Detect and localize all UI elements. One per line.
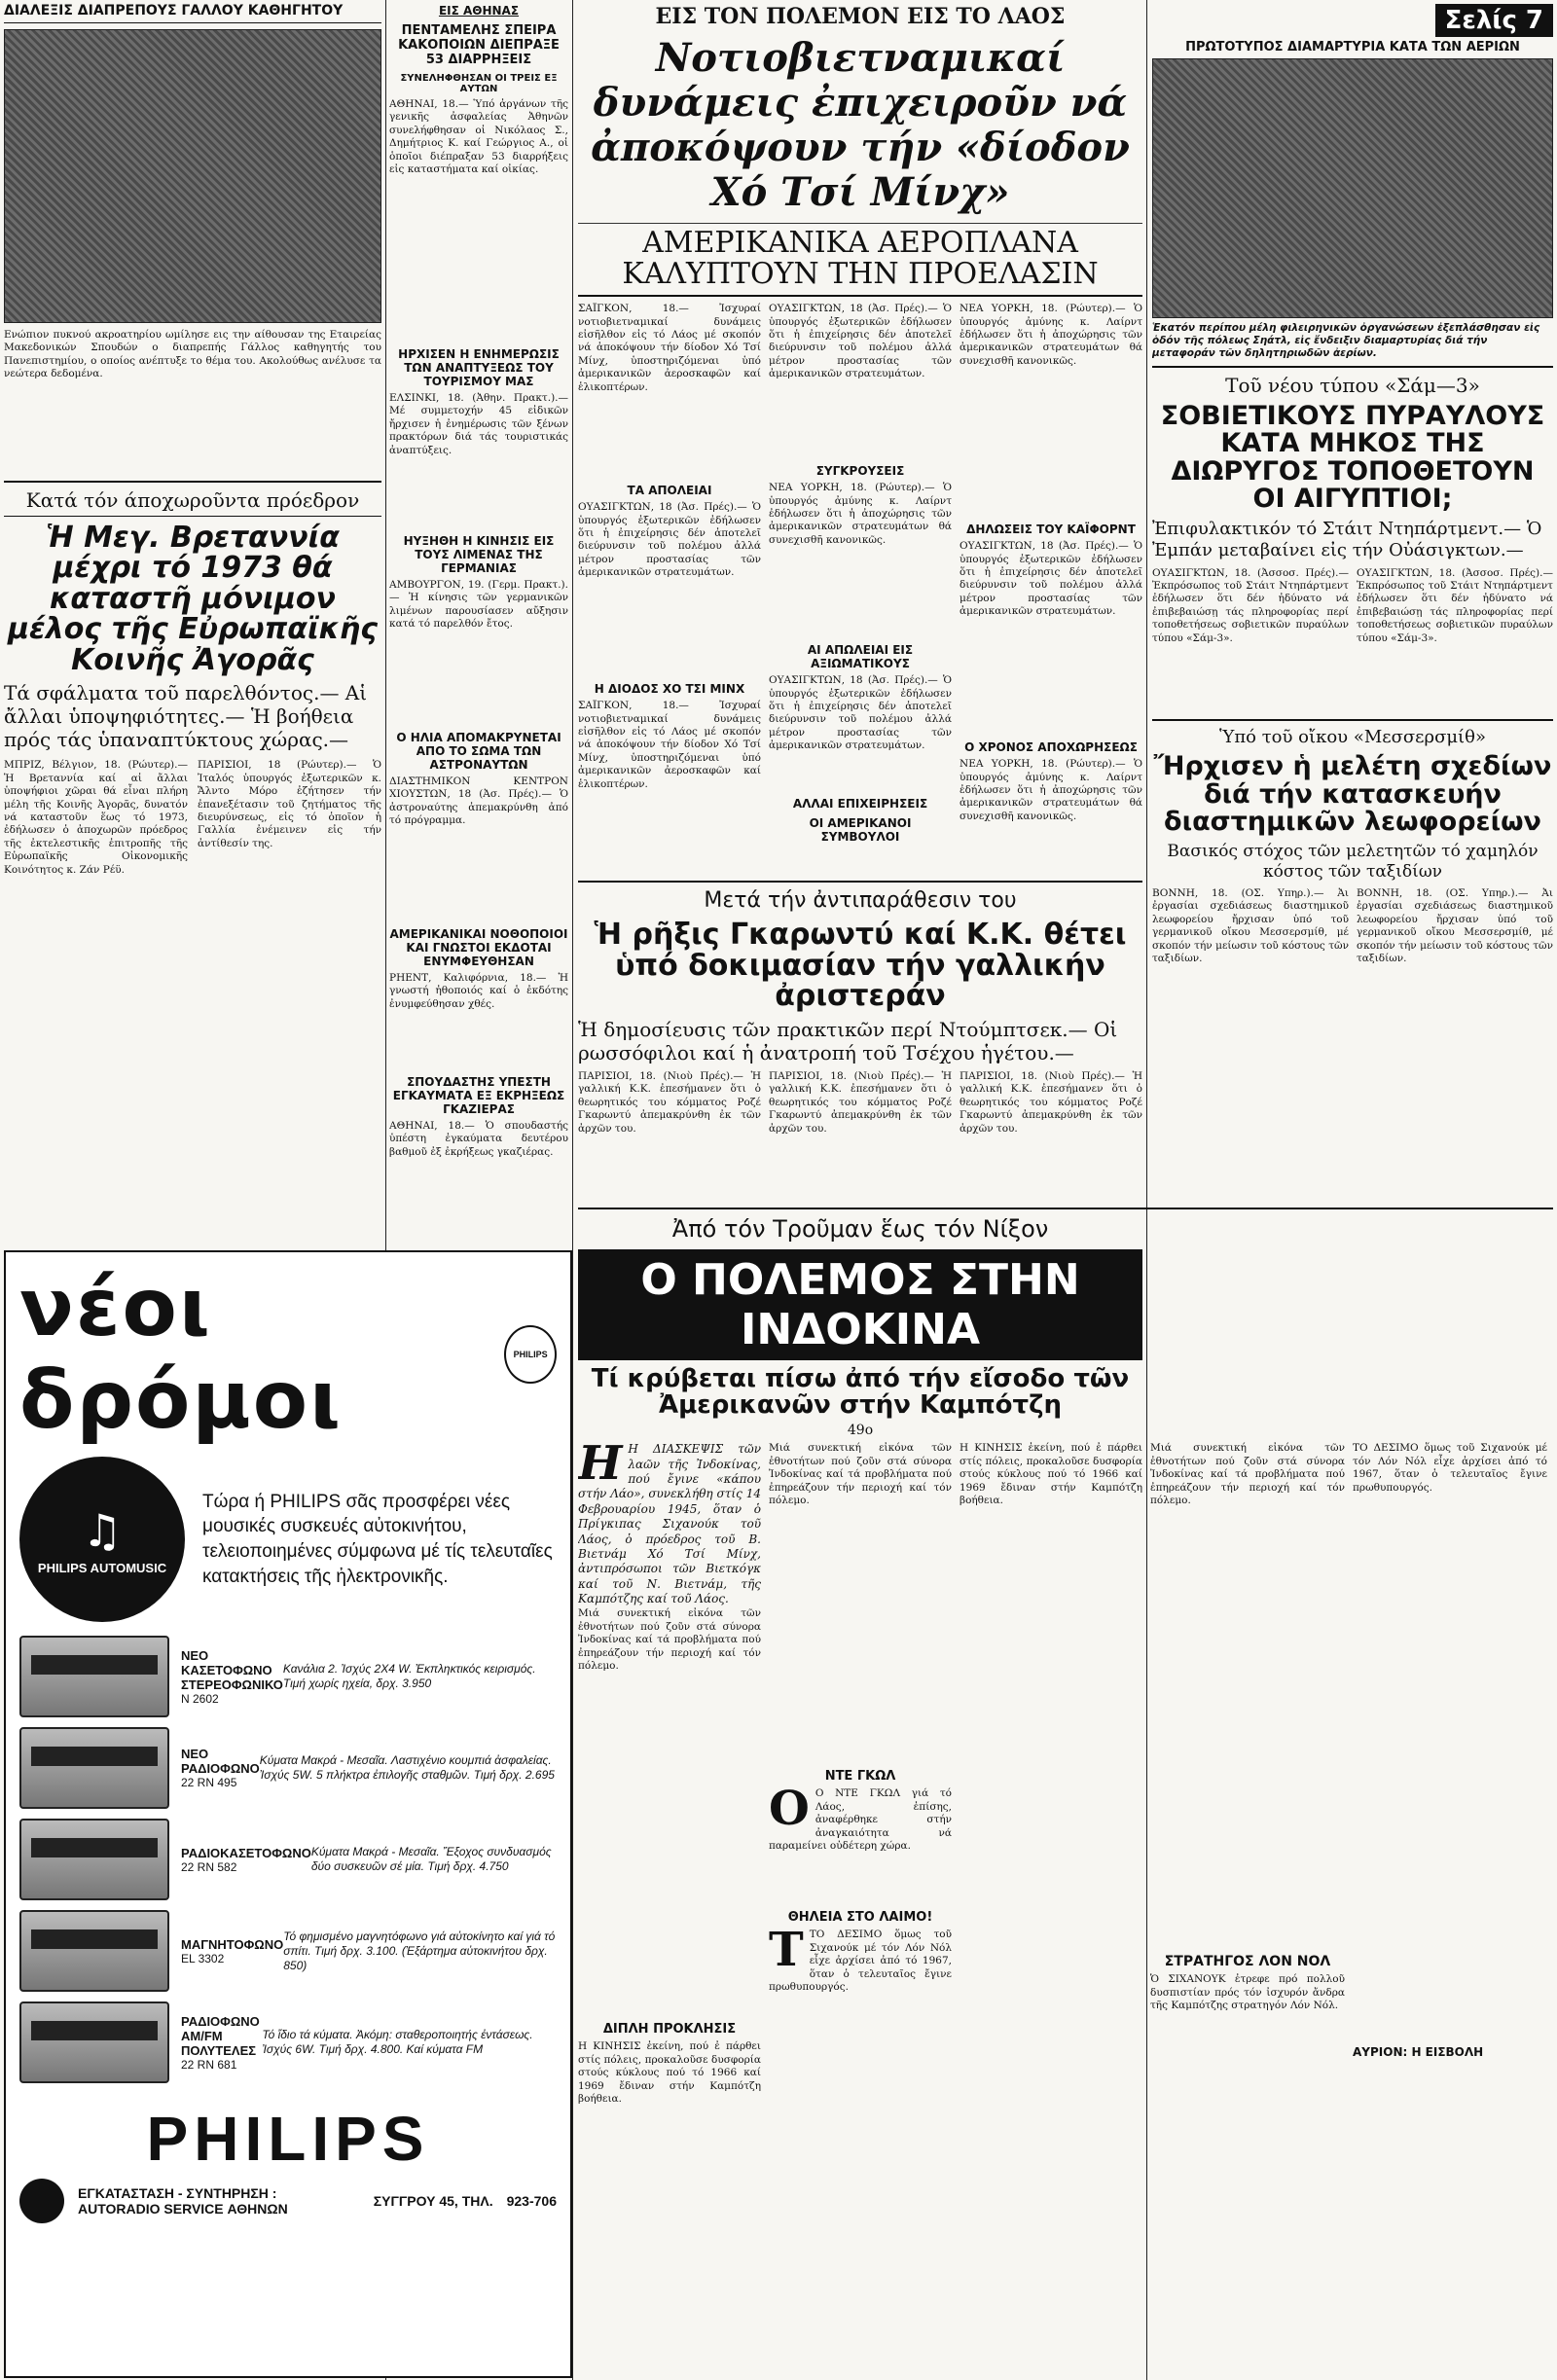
service-address: ΣΥΓΓΡΟΥ 45, ΤΗΛ. xyxy=(373,2193,493,2209)
garaudy-text: ΠΑΡΙΣΙΟΙ, 18. (Νιοὺ Πρές).— Ἡ γαλλική Κ.Κ. ἐπεσήμανεν ὅτι ὁ θεωρητικός του κόμματος Ροζέ Γκαρωντύ ἀπεμακρύνθη ἐκ τῶν ἀρχῶν του. xyxy=(769,1069,952,1135)
garaudy-subhead: Ἡ δημοσίευσις τῶν πρακτικῶν περί Ντούμπτσεκ.— Οἱ ρωσσόφιλοι καί ἡ ἀνατροπή τοῦ Τσέχου ἡγέτου.— xyxy=(578,1017,1118,1064)
serial-section-heading: ΘΗΛΕΙΑ ΣΤΟ ΛΑΙΜΟ! xyxy=(787,1910,933,1926)
missiles-text: ΟΥΑΣΙΓΚΤΩΝ, 18. (Ἀσσοσ. Πρές).— Ἐκπρόσωπος τοῦ Στάιτ Ντηπάρτμεντ ἐδήλωσεν ὅτι δέν ἠδύνατο νά ἐπιβεβαιώσῃ τάς πληροφορίας περί τοποθετήσεως σοβιετικῶν πυραύλων τύπου «Σάμ-3». xyxy=(1357,566,1553,644)
divider xyxy=(1152,719,1553,721)
brief-headline: Ο ΗΛΙΑ ΑΠΟΜΑΚΡΥΝΕΤΑΙ ΑΠΟ ΤΟ ΣΩΜΑ ΤΩΝ ΑΣΤΡΟΝΑΥΤΩΝ xyxy=(396,731,561,772)
product-name: ΝΕΟ ΡΑΔΙΟΦΩΝΟ xyxy=(181,1747,260,1776)
product-row xyxy=(19,1636,557,1717)
ad-lead: Τώρα ή PHILIPS σᾶς προσφέρει νέες μουσικές συσκευές αὐτοκινήτου, τελειοποιημένες σύμφωνα μέ τίς τελευταῖες κατακτήσεις τῆς ἠλεκτρονικῆς. xyxy=(202,1491,553,1587)
lecture-text: Ενώπιον πυκνού ακροατηρίου ωμίλησε εις την αίθουσαν της Εταιρείας Μακεδονικών Σπουδών ο διαπρεπής Γάλλος καθηγητής του Πανεπιστημίου, ο οποίος ανέπτυξε το θέμα του. Ακολούθως ανέλυσε τα νεώτερα δεδομένα. xyxy=(4,328,381,379)
serial-lead-text: Η ΔΙΑΣΚΕΨΙΣ τῶν λαῶν τῆς Ἰνδοκίνας, πού ἔγινε «κάπου στήν Λάο», συνεκλήθη στίς 14 Φεβρουαρίου 1945, ὅταν ὁ Πρίγκιπας Σιχανούκ τοῦ Λάος, ὁ πρόεδρος τοῦ Β. Βιετνάμ Χό Τσί Μίνχ, ἀντιπρόσωποι τῶν Βιετκόγκ καί τοῦ Ν. Βιετνάμ, τῆς Καμπότζης καί τοῦ Λάος. xyxy=(578,1442,761,1605)
lecture-header: ΔΙΑΛΕΞΙΣ ΔΙΑΠΡΕΠΟΥΣ ΓΑΛΛΟΥ ΚΑΘΗΓΗΤΟΥ xyxy=(4,0,381,23)
am-fm-radio-image xyxy=(19,2001,169,2083)
ad-headline: νέοι δρόμοι xyxy=(19,1262,343,1447)
garaudy-text: ΠΑΡΙΣΙΟΙ, 18. (Νιοὺ Πρές).— Ἡ γαλλική Κ.Κ. ἐπεσήμανεν ὅτι ὁ θεωρητικός του κόμματος Ροζέ Γκαρωντύ ἀπεμακρύνθη ἐκ τῶν ἀρχῶν του. xyxy=(960,1069,1142,1135)
shuttle-subhead: Βασικός στόχος τῶν μελετητῶν τό χαμηλόν κόστος τῶν ταξιδίων xyxy=(1167,842,1539,882)
serial-kicker: Ἀπό τόν Τροῦμαν ἕως τόν Νίξον xyxy=(671,1215,1049,1243)
philips-advertisement xyxy=(4,1250,572,2378)
brief-kicker: ΕΙΣ ΑΘΗΝΑΣ xyxy=(438,4,520,18)
product-code: 22 RN 681 xyxy=(181,2057,237,2072)
missiles-kicker: Τοῦ νέου τύπου «Σάμ—3» xyxy=(1225,374,1480,398)
product-code: EL 3302 xyxy=(181,1951,225,1965)
philips-logo: PHILIPS xyxy=(146,2104,430,2174)
serial-text: Ὁ ΣΙΧΑΝΟΥΚ ἐτρεφε πρό πολλοῦ δυσπιστίαν πρός τόν ἰσχυρόν ἄνδρα τῆς Καμπότζης στρατηγόν Λόν Νόλ. xyxy=(1150,1973,1345,2012)
dropcap: Η xyxy=(578,1442,623,1492)
brief-headline: ΗΡΧΙΣΕΝ Η ΕΝΗΜΕΡΩΣΙΣ ΤΩΝ ΑΝΑΠΤΥΞΕΩΣ ΤΟΥ ΤΟΥΡΙΣΜΟΥ ΜΑΣ xyxy=(398,347,560,388)
laos-section-heading: Ο ΧΡΟΝΟΣ ΑΠΟΧΩΡΗΣΕΩΣ xyxy=(964,740,1138,755)
serial-section-heading: ΣΤΡΑΤΗΓΟΣ ΛΟΝ ΝΟΛ xyxy=(1164,1954,1331,1970)
radio-cassette-image xyxy=(19,1819,169,1900)
serial-text-dg: Ο ΝΤΕ ΓΚΩΛ γιά τό Λάος, ἐπίσης, ἀναφέρθηκε στήν ἀναγκαιότητα νά παραμείνει οὐδέτερη χώρα. xyxy=(769,1787,952,1853)
product-spec: Τό φημισμένο μαγνητόφωνο γιά αὐτοκίνητο καί γιά τό σπίτι. Τιμή δρχ. 3.100. (Ἐξάρτημα αὐτοκινήτου δρχ. 850) xyxy=(283,1929,556,1972)
product-name: ΡΑΔΙΟΚΑΣΕΤΟΦΩΝΟ xyxy=(181,1845,311,1860)
divider xyxy=(1152,366,1553,368)
serial-text-th: ΤΟ ΔΕΣΙΜΟ ὅμως τοῦ Σιχανούκ μέ τόν Λόν Νόλ εἶχε ἀρχίσει ἀπό τό 1967, ὅταν ὁ τελευταῖος ἔγινε πρωθυπουργός. xyxy=(769,1929,952,1994)
laos-text: ΝΕΑ ΥΟΡΚΗ, 18. (Ρώυτερ).— Ὁ ὑπουργός ἀμύνης κ. Λαίρντ ἐδήλωσεν ὅτι ἡ ἀποχώρησις τῶν ἀμερικανικῶν στρατευμάτων θά συνεχισθῆ κανονικῶς. xyxy=(769,482,952,546)
badge-label: PHILIPS AUTOMUSIC xyxy=(37,1560,167,1575)
brief-text: ΕΛΣΙΝΚΙ, 18. (Ἀθην. Πρακτ.).— Μέ συμμετοχήν 45 εἰδικῶν ἤρχισεν ἡ ἐνημέρωσις τῶν ξένων πρακτόρων διά τάς τουριστικάς ἀναπτύξεις. xyxy=(389,392,568,456)
serial-text: Μιά συνεκτική εἰκόνα τῶν ἐθνοτήτων πού ζοῦν στά σύνορα Ἰνδοκίνας καί τά προβλήματα πού ἐπηρεάζουν τήν περιοχή καί τόν πόλεμο. xyxy=(578,1607,761,1673)
laos-headline: Νοτιοβιετναμικαί δυνάμεις ἐπιχειροῦν νά ἀποκόψουν τήν «δίοδον Χό Τσί Μίνχ» xyxy=(591,35,1130,216)
dropcap: Τ xyxy=(769,1929,804,1978)
center-column xyxy=(578,0,1142,1197)
philips-shield-icon xyxy=(504,1325,557,1384)
music-note-icon: ♫ xyxy=(82,1503,123,1557)
laos-text: ΣΑΪΓΚΟΝ, 18.— Ἰσχυραί νοτιοβιετναμικαί δυνάμεις εἰσῆλθον εἰς τό Λάος μέ σκοπόν νά ἀποκόψουν τήν δίοδον Χό Τσί Μίνχ, ὑποστηριζόμεναι ὑπό ἀμερικανικῶν ἀεροσκαφῶν καί ἑλικοπτέρων. xyxy=(578,303,761,393)
product-spec: Κανάλια 2. Ἰσχύς 2Χ4 W. Ἐκπληκτικός κειρισμός. Τιμή χωρίς ηχεία, δρχ. 3.950 xyxy=(282,1662,536,1690)
laos-text: ΝΕΑ ΥΟΡΚΗ, 18. (Ρώυτερ).— Ὁ ὑπουργός ἀμύνης κ. Λαίρντ ἐδήλωσεν ὅτι ἡ ἀποχώρησις τῶν ἀμερικανικῶν στρατευμάτων θά συνεχισθῆ κανονικῶς. xyxy=(960,303,1142,367)
serial-banner: Ο ΠΟΛΕΜΟΣ ΣΤΗΝ ΙΝΔΟΚΙΝΑ xyxy=(578,1249,1142,1360)
serial-text: Η ΚΙΝΗΣΙΣ ἐκείνη, πού ἐ πάρθει στίς πόλεις, προκαλοῦσε δυσφορία στούς κύκλους πού τό 1966 καί 1969 ἔδιναν στήν Καμπότζη βοήθεια. xyxy=(578,2040,761,2106)
product-row xyxy=(19,2001,557,2083)
laos-text: ΟΥΑΣΙΓΚΤΩΝ, 18 (Ἀσ. Πρές).— Ὁ ὑπουργός ἐξωτερικῶν ἐδήλωσεν ὅτι ἡ ἐπιχείρησις δέν ἀποτελεῖ διεύρυνσιν τοῦ πολέμου ἀλλά μέτρον προστασίας τῶν ἀμερικανικῶν στρατευμάτων. xyxy=(578,501,761,579)
tape-recorder-image xyxy=(19,1910,169,1992)
laos-section-heading: ΣΥΓΚΡΟΥΣΕΙΣ xyxy=(815,464,905,479)
shuttle-text: ΒΟΝΝΗ, 18. (ΟΣ. Υπηρ.).— Ἀι ἐργασίαι σχεδιάσεως διαστημικοῦ λεωφορείου ἤρχισαν ὑπό τοῦ γερμανικοῦ οἴκου Μεσσερσμίθ, μέ σκοπόν τήν μείωσιν τοῦ κόστους τῶν ταξιδίων. xyxy=(1152,886,1349,965)
serial-part-number: 49ο xyxy=(847,1423,874,1439)
brief-headline: ΑΜΕΡΙΚΑΝΙΚΑΙ ΝΟΘΟΠΟΙΟΙ ΚΑΙ ΓΝΩΣΤΟΙ ΕΚΔΟΤΑΙ ΕΝΥΜΦΕΥΘΗΣΑΝ xyxy=(389,927,568,968)
product-name: ΜΑΓΝΗΤΟΦΩΝΟ xyxy=(181,1936,284,1952)
divider xyxy=(578,1208,1553,1209)
lecture-photo xyxy=(4,29,381,323)
shuttle-text: ΒΟΝΝΗ, 18. (ΟΣ. Υπηρ.).— Ἀι ἐργασίαι σχεδιάσεως διαστημικοῦ λεωφορείου ἤρχισαν ὑπό τοῦ γερμανικοῦ οἴκου Μεσσερσμίθ, μέ σκοπόν τήν μείωσιν τοῦ κόστους τῶν ταξιδίων. xyxy=(1357,886,1553,965)
laos-section-heading: Η ΔΙΟΔΟΣ ΧΟ ΤΣΙ ΜΙΝΧ xyxy=(594,682,745,697)
brief-headline: ΠΕΝΤΑΜΕΛΗΣ ΣΠΕΙΡΑ ΚΑΚΟΠΟΙΩΝ ΔΙΕΠΡΑΞΕ 53 ΔΙΑΡΡΗΞΕΙΣ xyxy=(398,23,560,67)
serial-next-part: ΑΥΡΙΟΝ: Η ΕΙΣΒΟΛΗ xyxy=(1353,2045,1484,2060)
product-row xyxy=(19,1727,557,1809)
divider xyxy=(578,223,1142,224)
protest-caption: Ἑκατόν περίπου μέλη φιλειρηνικῶν ὀργανώσεων ἐξεπλάσθησαν εἰς ὁδόν τῆς πόλεως Σηάτλ, εἰς ἔνδειξιν διαμαρτυρίας διά τήν μεταφοράν τῶν δηλητηριωδῶν ἀερίων. xyxy=(1152,321,1540,359)
protest-caption-title: ΠΡΩΤΟΤΥΠΟΣ ΔΙΑΜΑΡΤΥΡΙΑ ΚΑΤΑ ΤΩΝ ΑΕΡΙΩΝ xyxy=(1185,40,1520,54)
column-rule xyxy=(572,0,573,2380)
service-line2: AUTORADIO SERVICE ΑΘΗΝΩΝ xyxy=(78,2201,288,2217)
shuttle-kicker: Ὑπό τοῦ οἴκου «Μεσσερσμίθ» xyxy=(1219,726,1486,747)
laos-text: ΟΥΑΣΙΓΚΤΩΝ, 18 (Ἀσ. Πρές).— Ὁ ὑπουργός ἐξωτερικῶν ἐδήλωσεν ὅτι ἡ ἐπιχείρησις δέν ἀποτελεῖ διεύρυνσιν τοῦ πολέμου ἀλλά μέτρον προστασίας τῶν ἀμερικανικῶν στρατευμάτων. xyxy=(960,540,1142,618)
serial-section-heading: ΔΙΠΛΗ ΠΡΟΚΛΗΣΙΣ xyxy=(602,2022,737,2037)
brief-headline: ΣΠΟΥΔΑΣΤΗΣ ΥΠΕΣΤΗ ΕΓΚΑΥΜΑΤΑ ΕΞ ΕΚΡΗΞΕΩΣ ΓΚΑΖΙΕΡΑΣ xyxy=(392,1075,565,1116)
brief-subhead: ΣΥΝΕΛΗΦΘΗΣΑΝ ΟΙ ΤΡΕΙΣ ΕΞ ΑΥΤΩΝ xyxy=(400,73,558,94)
missiles-subhead: Ἐπιφυλακτικόν τό Στάιτ Ντηπάρτμεντ.— Ὁ Ἐμπάν μεταβαίνει εἰς τήν Οὐάσιγκτων.— xyxy=(1152,519,1542,560)
product-spec: Κύματα Μακρά - Μεσαῖα. Ἔξοχος συνδυασμός δύο συσκευῶν σέ μία. Τιμή δρχ. 4.750 xyxy=(310,1845,552,1873)
britain-kicker: Κατά τόν άποχωροῦντα πρόεδρον xyxy=(4,488,381,517)
brief-text: ΑΘΗΝΑΙ, 18.— Ὁ σπουδαστής ὑπέστη ἐγκαύματα δευτέρου βαθμοῦ ἐξ ἐκρήξεως γκαζιέρας. xyxy=(389,1120,568,1158)
britain-text-right: ΠΑΡΙΣΙΟΙ, 18 (Ρώυτερ).— Ὁ Ἰταλός ὑπουργός ἐξωτερικῶν κ. Ἄλντο Μόρο ἐζήτησεν τήν ἐπανεξέτασιν τοῦ ζητήματος τῆς διευρύνσεως, εἰς τό ὁποῖον ἡ Γαλλία ἐνέμεινεν εἰς τήν ἀντίθεσίν της. xyxy=(198,759,381,849)
britain-subhead: Τά σφάλματα τοῦ παρελθόντος.— Αἱ ἄλλαι ὑποψηφιότητες.— Ἡ βοήθεια πρός τάς ὑπαναπτύκτους χώρας.— xyxy=(4,681,368,752)
brief-text: ΔΙΑΣΤΗΜΙΚΟΝ ΚΕΝΤΡΟΝ ΧΙΟΥΣΤΩΝ, 18 (Ἀσ. Πρές).— Ὁ ἀστροναύτης ἀπεμακρύνθη ἀπό τό πρόγραμμα. xyxy=(389,775,568,827)
shuttle-headline: Ἤρχισεν ἡ μελέτη σχεδίων διά τήν κατασκευήν διαστημικῶν λεωφορείων xyxy=(1153,751,1552,837)
laos-section-heading: ΑΙ ΑΠΩΛΕΙΑΙ ΕΙΣ ΑΞΙΩΜΑΤΙΚΟΥΣ xyxy=(807,643,914,671)
brief-text: ΑΜΒΟΥΡΓΟΝ, 19. (Γερμ. Πρακτ.).— Ἡ κίνησις τῶν γερμανικῶν λιμένων παρουσίασεν αὔξησιν κατά τό παρελθόν ἔτος. xyxy=(389,579,568,631)
product-spec: Τό ἴδιο τά κύματα. Ἀκόμη: σταθεροποιητής ἐντάσεως. Ἰσχύς 6W. Τιμή δρχ. 4.800. Καί κύματα FM xyxy=(262,2028,533,2056)
serial-text xyxy=(769,1787,952,1904)
divider xyxy=(4,481,381,483)
laos-section-heading: ΔΗΛΩΣΕΙΣ ΤΟΥ ΚΑΪΦΟΡΝΤ xyxy=(966,523,1136,537)
product-spec: Κύματα Μακρά - Μεσαῖα. Λαστιχένιο κουμπιά ἀσφαλείας. Ἰσχύς 5W. 5 πλήκτρα ἐπιλογῆς σταθμῶν. Τιμή δρχ. 2.695 xyxy=(259,1753,555,1782)
divider xyxy=(578,881,1142,883)
news-briefs-column xyxy=(389,0,568,1245)
laos-section-heading: ΟΙ ΑΜΕΡΙΚΑΝΟΙ ΣΥΜΒΟΥΛΟΙ xyxy=(809,816,912,845)
laos-text: ΟΥΑΣΙΓΚΤΩΝ, 18 (Ἀσ. Πρές).— Ὁ ὑπουργός ἐξωτερικῶν ἐδήλωσεν ὅτι ἡ ἐπιχείρησις δέν ἀποτελεῖ διεύρυνσιν τοῦ πολέμου ἀλλά μέτρον προστασίας τῶν ἀμερικανικῶν στρατευμάτων. xyxy=(769,303,952,380)
product-name: ΡΑΔΙΟΦΩΝΟ AM/FM ΠΟΛΥΤΕΛΕΣ xyxy=(181,2013,260,2058)
brief-text: ΑΘΗΝΑΙ, 18.— Ὑπό ἀργάνων τῆς γενικῆς ἀσφαλείας Ἀθηνῶν συνελήφθησαν οἱ Νικόλαος Σ., Δημήτριος Κ. καί Γεώργιος Α., οἱ ὁποῖοι διέπραξαν 53 διαρρήξεις εἰς καταστήματα καί οἰκίας. xyxy=(389,98,568,176)
right-column xyxy=(1152,0,1553,1197)
left-column xyxy=(4,0,381,1245)
product-code: 22 RN 495 xyxy=(181,1776,237,1789)
garaudy-kicker: Μετά τήν ἀντιπαράθεσιν του xyxy=(704,888,1017,914)
laos-text: ΣΑΪΓΚΟΝ, 18.— Ἰσχυραί νοτιοβιετναμικαί δυνάμεις εἰσῆλθον εἰς τό Λάος μέ σκοπόν νά ἀποκόψουν τήν δίοδον Χό Τσί Μίνχ, ὑποστηριζόμεναι ὑπό ἀμερικανικῶν ἀεροσκαφῶν καί ἑλικοπτέρων. xyxy=(578,700,761,790)
missiles-headline: ΣΟΒΙΕΤΙΚΟΥΣ ΠΥΡΑΥΛΟΥΣ ΚΑΤΑ ΜΗΚΟΣ ΤΗΣ ΔΙΩΡΥΓΟΣ ΤΟΠΟΘΕΤΟΥΝ ΟΙ ΑΙΓΥΠΤΙΟΙ; xyxy=(1160,401,1545,515)
serial-text: ΤΟ ΔΕΣΙΜΟ ὅμως τοῦ Σιχανούκ μέ τόν Λόν Νόλ εἶχε ἀρχίσει ἀπό τό 1967, ὅταν ὁ τελευταῖος ἔγινε πρωθυπουργός. xyxy=(1353,1442,1547,1494)
britain-headline: Ἡ Μεγ. Βρεταννία μέχρι τό 1973 θά καταστῆ μόνιμον μέλος τῆς Εὐρωπαϊκῆς Κοινῆς Ἀγορᾶς xyxy=(7,520,379,677)
product-row xyxy=(19,1819,557,1900)
service-telephone: 923-706 xyxy=(506,2193,557,2209)
garaudy-headline: Ἡ ρῆξις Γκαρωντύ καί Κ.Κ. θέτει ὑπό δοκιμασίαν τήν γαλλικήν ἀριστεράν xyxy=(594,918,1127,1014)
garaudy-text: ΠΑΡΙΣΙΟΙ, 18. (Νιοὺ Πρές).— Ἡ γαλλική Κ.Κ. ἐπεσήμανεν ὅτι ὁ θεωρητικός του κόμματος Ροζέ Γκαρωντύ ἀπεμακρύνθη ἐκ τῶν ἀρχῶν του. xyxy=(578,1069,761,1135)
serial-text: Η ΚΙΝΗΣΙΣ ἐκείνη, πού ἐ πάρθει στίς πόλεις, προκαλοῦσε δυσφορία στούς κύκλους πού τό 1966 καί 1969 ἔδιναν στήν Καμπότζη βοήθεια. xyxy=(960,1442,1142,1507)
serial-lead xyxy=(578,1442,761,1607)
laos-text: ΝΕΑ ΥΟΡΚΗ, 18. (Ρώυτερ).— Ὁ ὑπουργός ἀμύνης κ. Λαίρντ ἐδήλωσεν ὅτι ἡ ἀποχώρησις τῶν ἀμερικανικῶν στρατευμάτων θά συνεχισθῆ κανονικῶς. xyxy=(960,758,1142,822)
brand-small: PHILIPS xyxy=(513,1350,548,1359)
brief-text: ΡΗΕΝΤ, Καλιφόρνια, 18.— Ἡ γνωστή ἠθοποιός καί ὁ ἐκδότης ἐνυμφεύθησαν χθές. xyxy=(389,972,568,1010)
product-name: ΝΕΟ ΚΑΣΕΤΟΦΩΝΟ ΣΤΕΡΕΟΦΩΝΙΚΟ xyxy=(181,1647,283,1692)
section-banner: ΕΙΣ ΤΟΝ ΠΟΛΕΜΟΝ ΕΙΣ ΤΟ ΛΑΟΣ xyxy=(655,4,1066,29)
serial-headline: Τί κρύβεται πίσω ἀπό τήν εἴσοδο τῶν Ἀμερικανῶν στήν Καμπότζη xyxy=(591,1363,1130,1421)
serial-text: Μιά συνεκτική εἰκόνα τῶν ἐθνοτήτων πού ζοῦν στά σύνορα Ἰνδοκίνας καί τά προβλήματα πού ἐπηρεάζουν τήν περιοχή καί τόν πόλεμο. xyxy=(1150,1442,1345,1507)
serial-section-heading: ΝΤΕ ΓΚΩΛ xyxy=(824,1769,896,1785)
dropcap: Ο xyxy=(769,1787,810,1837)
automusic-small-logo xyxy=(19,2179,64,2223)
car-radio-image xyxy=(19,1727,169,1809)
laos-section-heading: ΤΑ ΑΠΟΛΕΙΑΙ xyxy=(627,484,712,498)
protest-photo xyxy=(1152,58,1553,318)
serial-text xyxy=(769,1929,952,2123)
brief-headline: ΗΥΞΗΘΗ Η ΚΙΝΗΣΙΣ ΕΙΣ ΤΟΥΣ ΛΙΜΕΝΑΣ ΤΗΣ ΓΕΡΜΑΝΙΑΣ xyxy=(403,534,555,575)
laos-subhead: ΑΜΕΡΙΚΑΝΙΚΑ ΑΕΡΟΠΛΑΝΑ ΚΑΛΥΠΤΟΥΝ ΤΗΝ ΠΡΟΕΛΑΣΙΝ xyxy=(578,228,1142,297)
laos-text: ΟΥΑΣΙΓΚΤΩΝ, 18 (Ἀσ. Πρές).— Ὁ ὑπουργός ἐξωτερικῶν ἐδήλωσεν ὅτι ἡ ἐπιχείρησις δέν ἀποτελεῖ διεύρυνσιν τοῦ πολέμου ἀλλά μέτρον προστασίας τῶν ἀμερικανικῶν στρατευμάτων. xyxy=(769,674,952,752)
page-number-box: Σελίς 7 xyxy=(1435,4,1553,37)
product-code: N 2602 xyxy=(181,1691,219,1706)
cassette-player-image xyxy=(19,1636,169,1717)
product-row xyxy=(19,1910,557,1992)
automusic-badge xyxy=(19,1457,185,1622)
indochina-serial xyxy=(578,1202,1553,2374)
serial-text: Μιά συνεκτική εἰκόνα τῶν ἐθνοτήτων πού ζοῦν στά σύνορα Ἰνδοκίνας καί τά προβλήματα πού ἐπηρεάζουν τήν περιοχή καί τόν πόλεμο. xyxy=(769,1442,952,1507)
product-code: 22 RN 582 xyxy=(181,1859,237,1874)
britain-text-left: ΜΠΡΙΖ, Βέλγιον, 18. (Ρώυτερ).— Ἡ Βρεταννία καί αἱ ἄλλαι ὑποψήφιοι χῶραι θά εἶναι πλήρη μέλη τῆς Κοινῆς Ἀγορᾶς, δυνατόν νά καταστοῦν ἕως τό 1973, ἐδήλωσεν ὁ ἀποχωρῶν πρόεδρος τῆς ἐκτελεστικῆς ἐπιτροπῆς τῆς Εὐρωπαϊκῆς Οἰκονομικῆς Κοινότητος κ. Ζάν Ρέϋ. xyxy=(4,759,188,876)
service-line1: ΕΓΚΑΤΑΣΤΑΣΗ - ΣΥΝΤΗΡΗΣΗ : xyxy=(78,2185,277,2201)
laos-section-heading: ΑΛΛΑΙ ΕΠΙΧΕΙΡΗΣΕΙΣ xyxy=(792,797,928,811)
missiles-text: ΟΥΑΣΙΓΚΤΩΝ, 18. (Ἀσσοσ. Πρές).— Ἐκπρόσωπος τοῦ Στάιτ Ντηπάρτμεντ ἐδήλωσεν ὅτι δέν ἠδύνατο νά ἐπιβεβαιώσῃ τάς πληροφορίας περί τοποθετήσεως σοβιετικῶν πυραύλων τύπου «Σάμ-3». xyxy=(1152,566,1349,644)
